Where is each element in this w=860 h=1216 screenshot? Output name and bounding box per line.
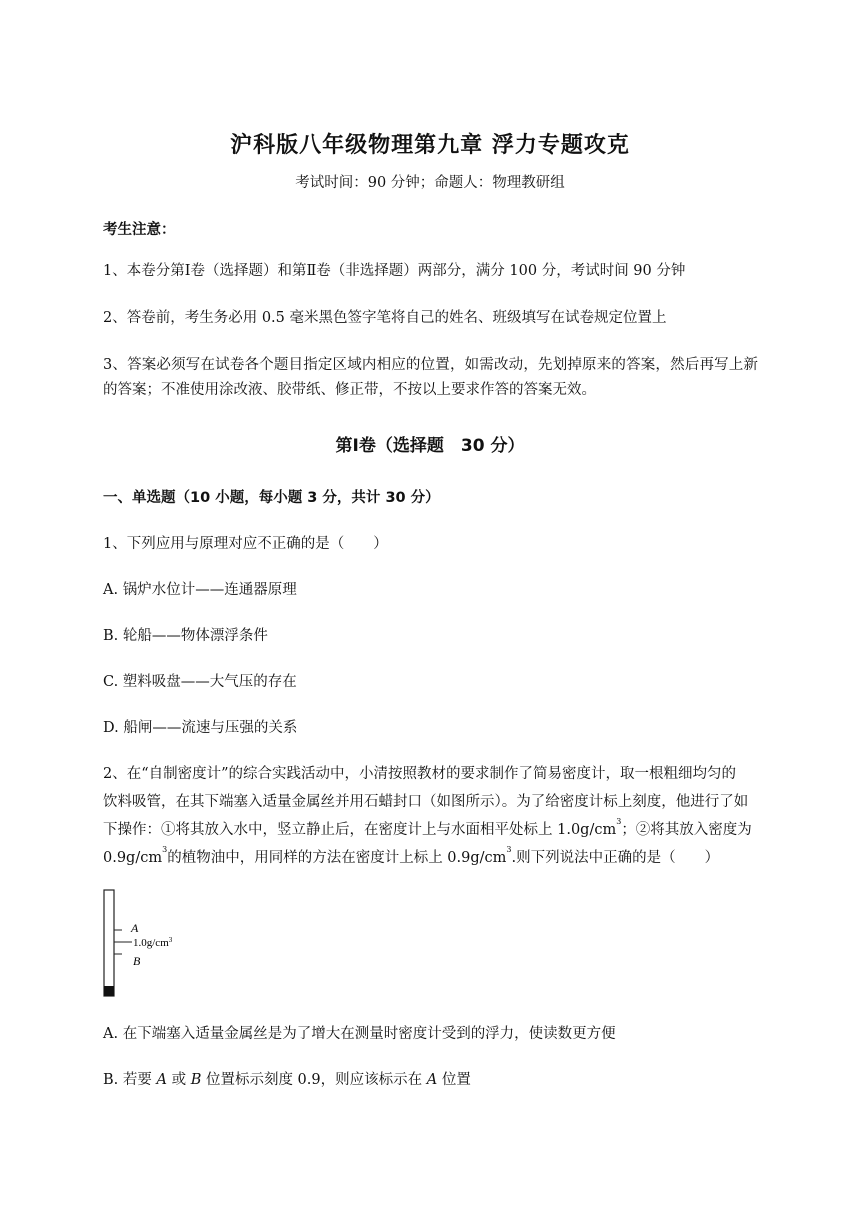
question-1-option-b: B. 轮船——物体漂浮条件 (103, 628, 268, 644)
notice-heading: 考生注意： (103, 222, 176, 238)
question-2-line-2: 饮料吸管，在其下端塞入适量金属丝并用石蜡封口（如图所示）。为了给密度计标上刻度，他进行了如 (103, 794, 749, 810)
straw-tube (104, 890, 114, 996)
label-b: B (133, 954, 141, 968)
metal-wire-plug (104, 986, 114, 996)
label-density-mark: $1.0g/cm^3$ (133, 936, 173, 949)
notice-item-1: 1、本卷分第Ⅰ卷（选择题）和第Ⅱ卷（非选择题）两部分，满分 100 分，考试时间 90 分钟 (103, 263, 686, 279)
section-title: 第Ⅰ卷（选择题 30 分） (335, 436, 525, 456)
question-1-option-c: C. 塑料吸盘——大气压的存在 (103, 674, 297, 690)
question-1-option-a: A. 锅炉水位计——连通器原理 (103, 582, 297, 598)
exam-info: 考试时间：90 分钟；命题人：物理教研组 (295, 175, 565, 191)
question-1-stem: 1、下列应用与原理对应不正确的是（ ） (103, 536, 388, 552)
question-2-option-b: B. 若要 A 或 B 位置标示刻度 0.9，则应该标示在 A 位置 (103, 1072, 471, 1088)
question-2-line-1: 2、在“自制密度计”的综合实践活动中，小清按照教材的要求制作了简易密度计，取一根粗细均匀的 (103, 766, 737, 782)
question-2-option-a: A. 在下端塞入适量金属丝是为了增大在测量时密度计受到的浮力，使读数更方便 (103, 1026, 616, 1042)
label-a: A (131, 921, 139, 935)
notice-item-2: 2、答卷前，考生务必用 0.5 毫米黑色签字笔将自己的姓名、班级填写在试卷规定位置上 (103, 310, 667, 326)
part-title: 一、单选题（10 小题，每小题 3 分，共计 30 分） (103, 490, 440, 506)
notice-item-3: 3、答案必须写在试卷各个题目指定区域内相应的位置，如需改动，先划掉原来的答案，然后再写上新的答案；不准使用涂改液、胶带纸、修正带，不按以上要求作答的答案无效。 (103, 357, 758, 398)
question-2-line-3: 下操作：①将其放入水中，竖立静止后，在密度计上与水面相平处标上 $1.0g/cm^3$；②将其放入密度为 (103, 817, 752, 838)
page-title: 沪科版八年级物理第九章 浮力专题攻克 (230, 133, 630, 158)
question-2-line-4: $0.9g/cm^3$的植物油中，用同样的方法在密度计上标上 $0.9g/cm^3$.则下列说法中正确的是（ ） (103, 845, 720, 866)
question-1-option-d: D. 船闸——流速与压强的关系 (103, 720, 298, 736)
hydrometer-figure (100, 888, 190, 1000)
